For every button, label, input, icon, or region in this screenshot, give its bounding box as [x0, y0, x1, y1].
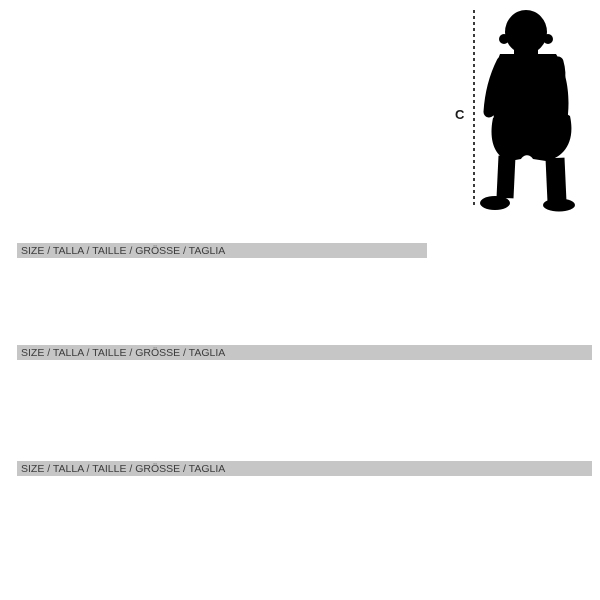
junior-textile-table [17, 243, 427, 258]
measure-label-c: C [455, 107, 465, 122]
size-header-bar: SIZE / TALLA / TAILLE / GRÖSSE / TAGLIA [17, 345, 592, 360]
baby-silhouette-icon [480, 6, 584, 212]
size-header-bar: SIZE / TALLA / TAILLE / GRÖSSE / TAGLIA [17, 461, 592, 476]
babies-textile-table [17, 461, 592, 476]
size-header-bar: SIZE / TALLA / TAILLE / GRÖSSE / TAGLIA [17, 243, 427, 258]
childrens-textile-table [17, 345, 592, 360]
height-dashed-line [473, 10, 475, 206]
